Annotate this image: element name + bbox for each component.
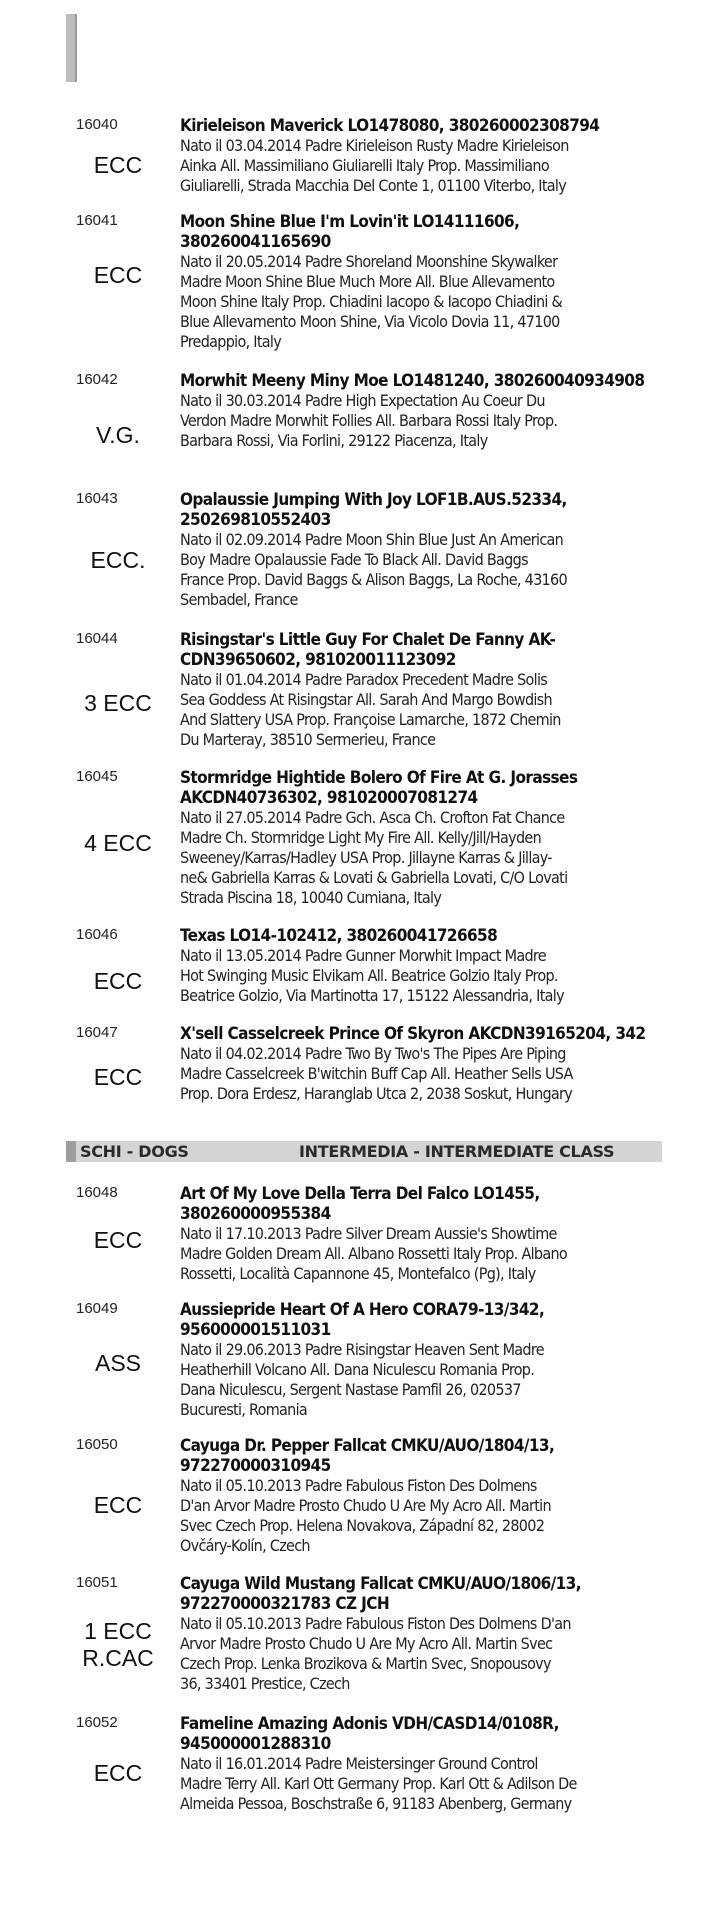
entry-body bbox=[180, 371, 670, 451]
entry-body bbox=[180, 1184, 670, 1284]
dog-title: X'sell Casselcreek Prince Of Skyron AKCDN39165204, 342 bbox=[180, 1024, 646, 1044]
entry-number: 16048 bbox=[76, 1184, 118, 1201]
dog-line: Prop. Dora Erdesz, Haranglab Utca 2, 2038 Soskut, Hungary bbox=[180, 1084, 573, 1103]
entry-body bbox=[180, 116, 670, 196]
dog-title: Cayuga Wild Mustang Fallcat CMKU/AUO/1806/13, 972270000321783 CZ JCH bbox=[180, 1574, 581, 1614]
margin-mark bbox=[66, 14, 77, 82]
dog-line: Ovčáry-Kolín, Czech bbox=[180, 1536, 310, 1555]
entry-grade: 1 ECC R.CAC bbox=[82, 1618, 154, 1671]
dog-line: Madre Terry All. Karl Ott Germany Prop. Karl Ott & Adilson De bbox=[180, 1774, 577, 1793]
dog-line: Madre Moon Shine Blue Much More All. Blue Allevamento bbox=[180, 272, 555, 291]
dog-line: Arvor Madre Prosto Chudo U Are My Acro All. Martin Svec bbox=[180, 1634, 553, 1653]
dog-line: Nato il 16.01.2014 Padre Meistersinger Ground Control bbox=[180, 1754, 538, 1773]
dog-line: Nato il 05.10.2013 Padre Fabulous Fiston Des Dolmens D'an bbox=[180, 1614, 571, 1633]
dog-line: Heatherhill Volcano All. Dana Niculescu Romania Prop. bbox=[180, 1360, 535, 1379]
dog-line: Hot Swinging Music Elvikam All. Beatrice Golzio Italy Prop. bbox=[180, 966, 558, 985]
dog-line: Nato il 13.05.2014 Padre Gunner Morwhit Impact Madre bbox=[180, 946, 546, 965]
entry-body bbox=[180, 1024, 670, 1104]
dog-line: Nato il 05.10.2013 Padre Fabulous Fiston Des Dolmens bbox=[180, 1476, 537, 1495]
dog-line: Ainka All. Massimiliano Giuliarelli Italy Prop. Massimiliano bbox=[180, 156, 549, 175]
entry-number: 16044 bbox=[76, 630, 118, 647]
dog-title: Fameline Amazing Adonis VDH/CASD14/0108R, 945000001288310 bbox=[180, 1714, 559, 1754]
entry-grade: ASS bbox=[94, 1350, 142, 1376]
dog-line: Blue Allevamento Moon Shine, Via Vicolo Dovia 11, 47100 bbox=[180, 312, 560, 331]
dog-line: Nato il 04.02.2014 Padre Two By Two's The Pipes Are Piping bbox=[180, 1044, 566, 1063]
entry-body bbox=[180, 490, 670, 610]
entry-number: 16046 bbox=[76, 926, 118, 943]
entry-number: 16050 bbox=[76, 1436, 118, 1453]
dog-line: Strada Piscina 18, 10040 Cumiana, Italy bbox=[180, 888, 442, 907]
entry-body bbox=[180, 1300, 670, 1420]
class-section-header bbox=[66, 1141, 662, 1162]
entry-grade: ECC bbox=[93, 152, 143, 178]
dog-title: Moon Shine Blue I'm Lovin'it LO14111606, 380260041165690 bbox=[180, 212, 520, 252]
dog-title: Kirieleison Maverick LO1478080, 380260002308794 bbox=[180, 116, 600, 136]
dog-line: Sweeney/Karras/Hadley USA Prop. Jillayne Karras & Jillay- bbox=[180, 848, 552, 867]
dog-line: Madre Golden Dream All. Albano Rossetti Italy Prop. Albano bbox=[180, 1244, 568, 1263]
entry-grade: V.G. bbox=[96, 422, 140, 448]
dog-line: Madre Casselcreek B'witchin Buff Cap All. Heather Sells USA bbox=[180, 1064, 573, 1083]
dog-line: Czech Prop. Lenka Brozikova & Martin Svec, Snopousovy bbox=[180, 1654, 551, 1673]
entry-number: 16041 bbox=[76, 212, 118, 229]
dog-title: Aussiepride Heart Of A Hero CORA79-13/342, 956000001511031 bbox=[180, 1300, 545, 1340]
dog-line: Svec Czech Prop. Helena Novakova, Západní 82, 28002 bbox=[180, 1516, 545, 1535]
entry-grade: ECC bbox=[93, 262, 143, 288]
dog-line: Du Marteray, 38510 Sermerieu, France bbox=[180, 730, 436, 749]
entry-number: 16042 bbox=[76, 371, 118, 388]
dog-title: Opalaussie Jumping With Joy LOF1B.AUS.52334, 250269810552403 bbox=[180, 490, 567, 530]
entry-grade: ECC bbox=[93, 968, 143, 994]
breed-dogs-label: SCHI - DOGS bbox=[80, 1142, 189, 1161]
dog-line: Nato il 01.04.2014 Padre Paradox Precedent Madre Solis bbox=[180, 670, 548, 689]
entry-grade: 4 ECC bbox=[84, 830, 152, 856]
entry-number: 16047 bbox=[76, 1024, 118, 1041]
dog-line: 36, 33401 Prestice, Czech bbox=[180, 1674, 350, 1693]
dog-line: Beatrice Golzio, Via Martinotta 17, 15122 Alessandria, Italy bbox=[180, 986, 564, 1005]
entry-body bbox=[180, 1714, 670, 1814]
dog-line: Giuliarelli, Strada Macchia Del Conte 1, 01100 Viterbo, Italy bbox=[180, 176, 567, 195]
entry-number: 16045 bbox=[76, 768, 118, 785]
entry-grade: 3 ECC bbox=[84, 690, 152, 716]
entry-grade: ECC bbox=[93, 1492, 143, 1518]
dog-line: Nato il 02.09.2014 Padre Moon Shin Blue Just An American bbox=[180, 530, 564, 549]
dog-line: Boy Madre Opalaussie Fade To Black All. David Baggs bbox=[180, 550, 528, 569]
header-tab-marker bbox=[66, 1141, 76, 1162]
dog-line: Rossetti, Località Capannone 45, Montefalco (Pg), Italy bbox=[180, 1264, 536, 1283]
dog-line: Sembadel, France bbox=[180, 590, 298, 609]
entry-number: 16040 bbox=[76, 116, 118, 133]
class-label: INTERMEDIA - INTERMEDIATE CLASS bbox=[299, 1142, 615, 1161]
dog-line: Madre Ch. Stormridge Light My Fire All. Kelly/Jill/Hayden bbox=[180, 828, 542, 847]
dog-line: Almeida Pessoa, Boschstraße 6, 91183 Abenberg, Germany bbox=[180, 1794, 572, 1813]
entry-grade: ECC bbox=[93, 1064, 143, 1090]
dog-line: Nato il 30.03.2014 Padre High Expectation Au Coeur Du bbox=[180, 391, 545, 410]
entry-number: 16043 bbox=[76, 490, 118, 507]
entry-body bbox=[180, 1436, 670, 1556]
entry-grade: ECC bbox=[93, 1760, 143, 1786]
dog-line: Moon Shine Italy Prop. Chiadini Iacopo & Iacopo Chiadini & bbox=[180, 292, 563, 311]
dog-line: Nato il 29.06.2013 Padre Risingstar Heaven Sent Madre bbox=[180, 1340, 544, 1359]
dog-line: Nato il 03.04.2014 Padre Kirieleison Rusty Madre Kirieleison bbox=[180, 136, 569, 155]
dog-line: Nato il 20.05.2014 Padre Shoreland Moonshine Skywalker bbox=[180, 252, 558, 271]
dog-line: France Prop. David Baggs & Alison Baggs, La Roche, 43160 bbox=[180, 570, 567, 589]
dog-line: Nato il 27.05.2014 Padre Gch. Asca Ch. Crofton Fat Chance bbox=[180, 808, 565, 827]
dog-line: Dana Niculescu, Sergent Nastase Pamfil 26, 020537 bbox=[180, 1380, 521, 1399]
dog-line: Verdon Madre Morwhit Follies All. Barbara Rossi Italy Prop. bbox=[180, 411, 558, 430]
dog-line: Nato il 17.10.2013 Padre Silver Dream Aussie's Showtime bbox=[180, 1224, 557, 1243]
dog-line: Sea Goddess At Risingstar All. Sarah And Margo Bowdish bbox=[180, 690, 552, 709]
dog-line: D'an Arvor Madre Prosto Chudo U Are My Acro All. Martin bbox=[180, 1496, 551, 1515]
dog-line: Barbara Rossi, Via Forlini, 29122 Piacenza, Italy bbox=[180, 431, 488, 450]
dog-line: And Slattery USA Prop. Françoise Lamarche, 1872 Chemin bbox=[180, 710, 561, 729]
dog-title: Risingstar's Little Guy For Chalet De Fanny AK-CDN39650602, 981020011123092 bbox=[180, 630, 556, 670]
dog-title: Stormridge Hightide Bolero Of Fire At G. Jorasses AKCDN40736302, 981020007081274 bbox=[180, 768, 578, 808]
dog-line: Bucuresti, Romania bbox=[180, 1400, 308, 1419]
dog-title: Texas LO14-102412, 380260041726658 bbox=[180, 926, 498, 946]
entry-body bbox=[180, 212, 670, 352]
entry-number: 16052 bbox=[76, 1714, 118, 1731]
dog-line: ne& Gabriella Karras & Lovati & Gabriella Lovati, C/O Lovati bbox=[180, 868, 568, 887]
dog-title: Cayuga Dr. Pepper Fallcat CMKU/AUO/1804/13, 972270000310945 bbox=[180, 1436, 555, 1476]
dog-title: Art Of My Love Della Terra Del Falco LO1455, 380260000955384 bbox=[180, 1184, 540, 1224]
dog-title: Morwhit Meeny Miny Moe LO1481240, 380260040934908 bbox=[180, 371, 645, 391]
entry-grade: ECC bbox=[93, 1227, 143, 1253]
entry-grade: ECC. bbox=[90, 547, 146, 573]
entry-body bbox=[180, 1574, 670, 1694]
entry-body bbox=[180, 926, 670, 1006]
dog-line: Predappio, Italy bbox=[180, 332, 282, 351]
entry-number: 16049 bbox=[76, 1300, 118, 1317]
entry-body bbox=[180, 630, 670, 750]
entry-body bbox=[180, 768, 670, 908]
entry-number: 16051 bbox=[76, 1574, 118, 1591]
